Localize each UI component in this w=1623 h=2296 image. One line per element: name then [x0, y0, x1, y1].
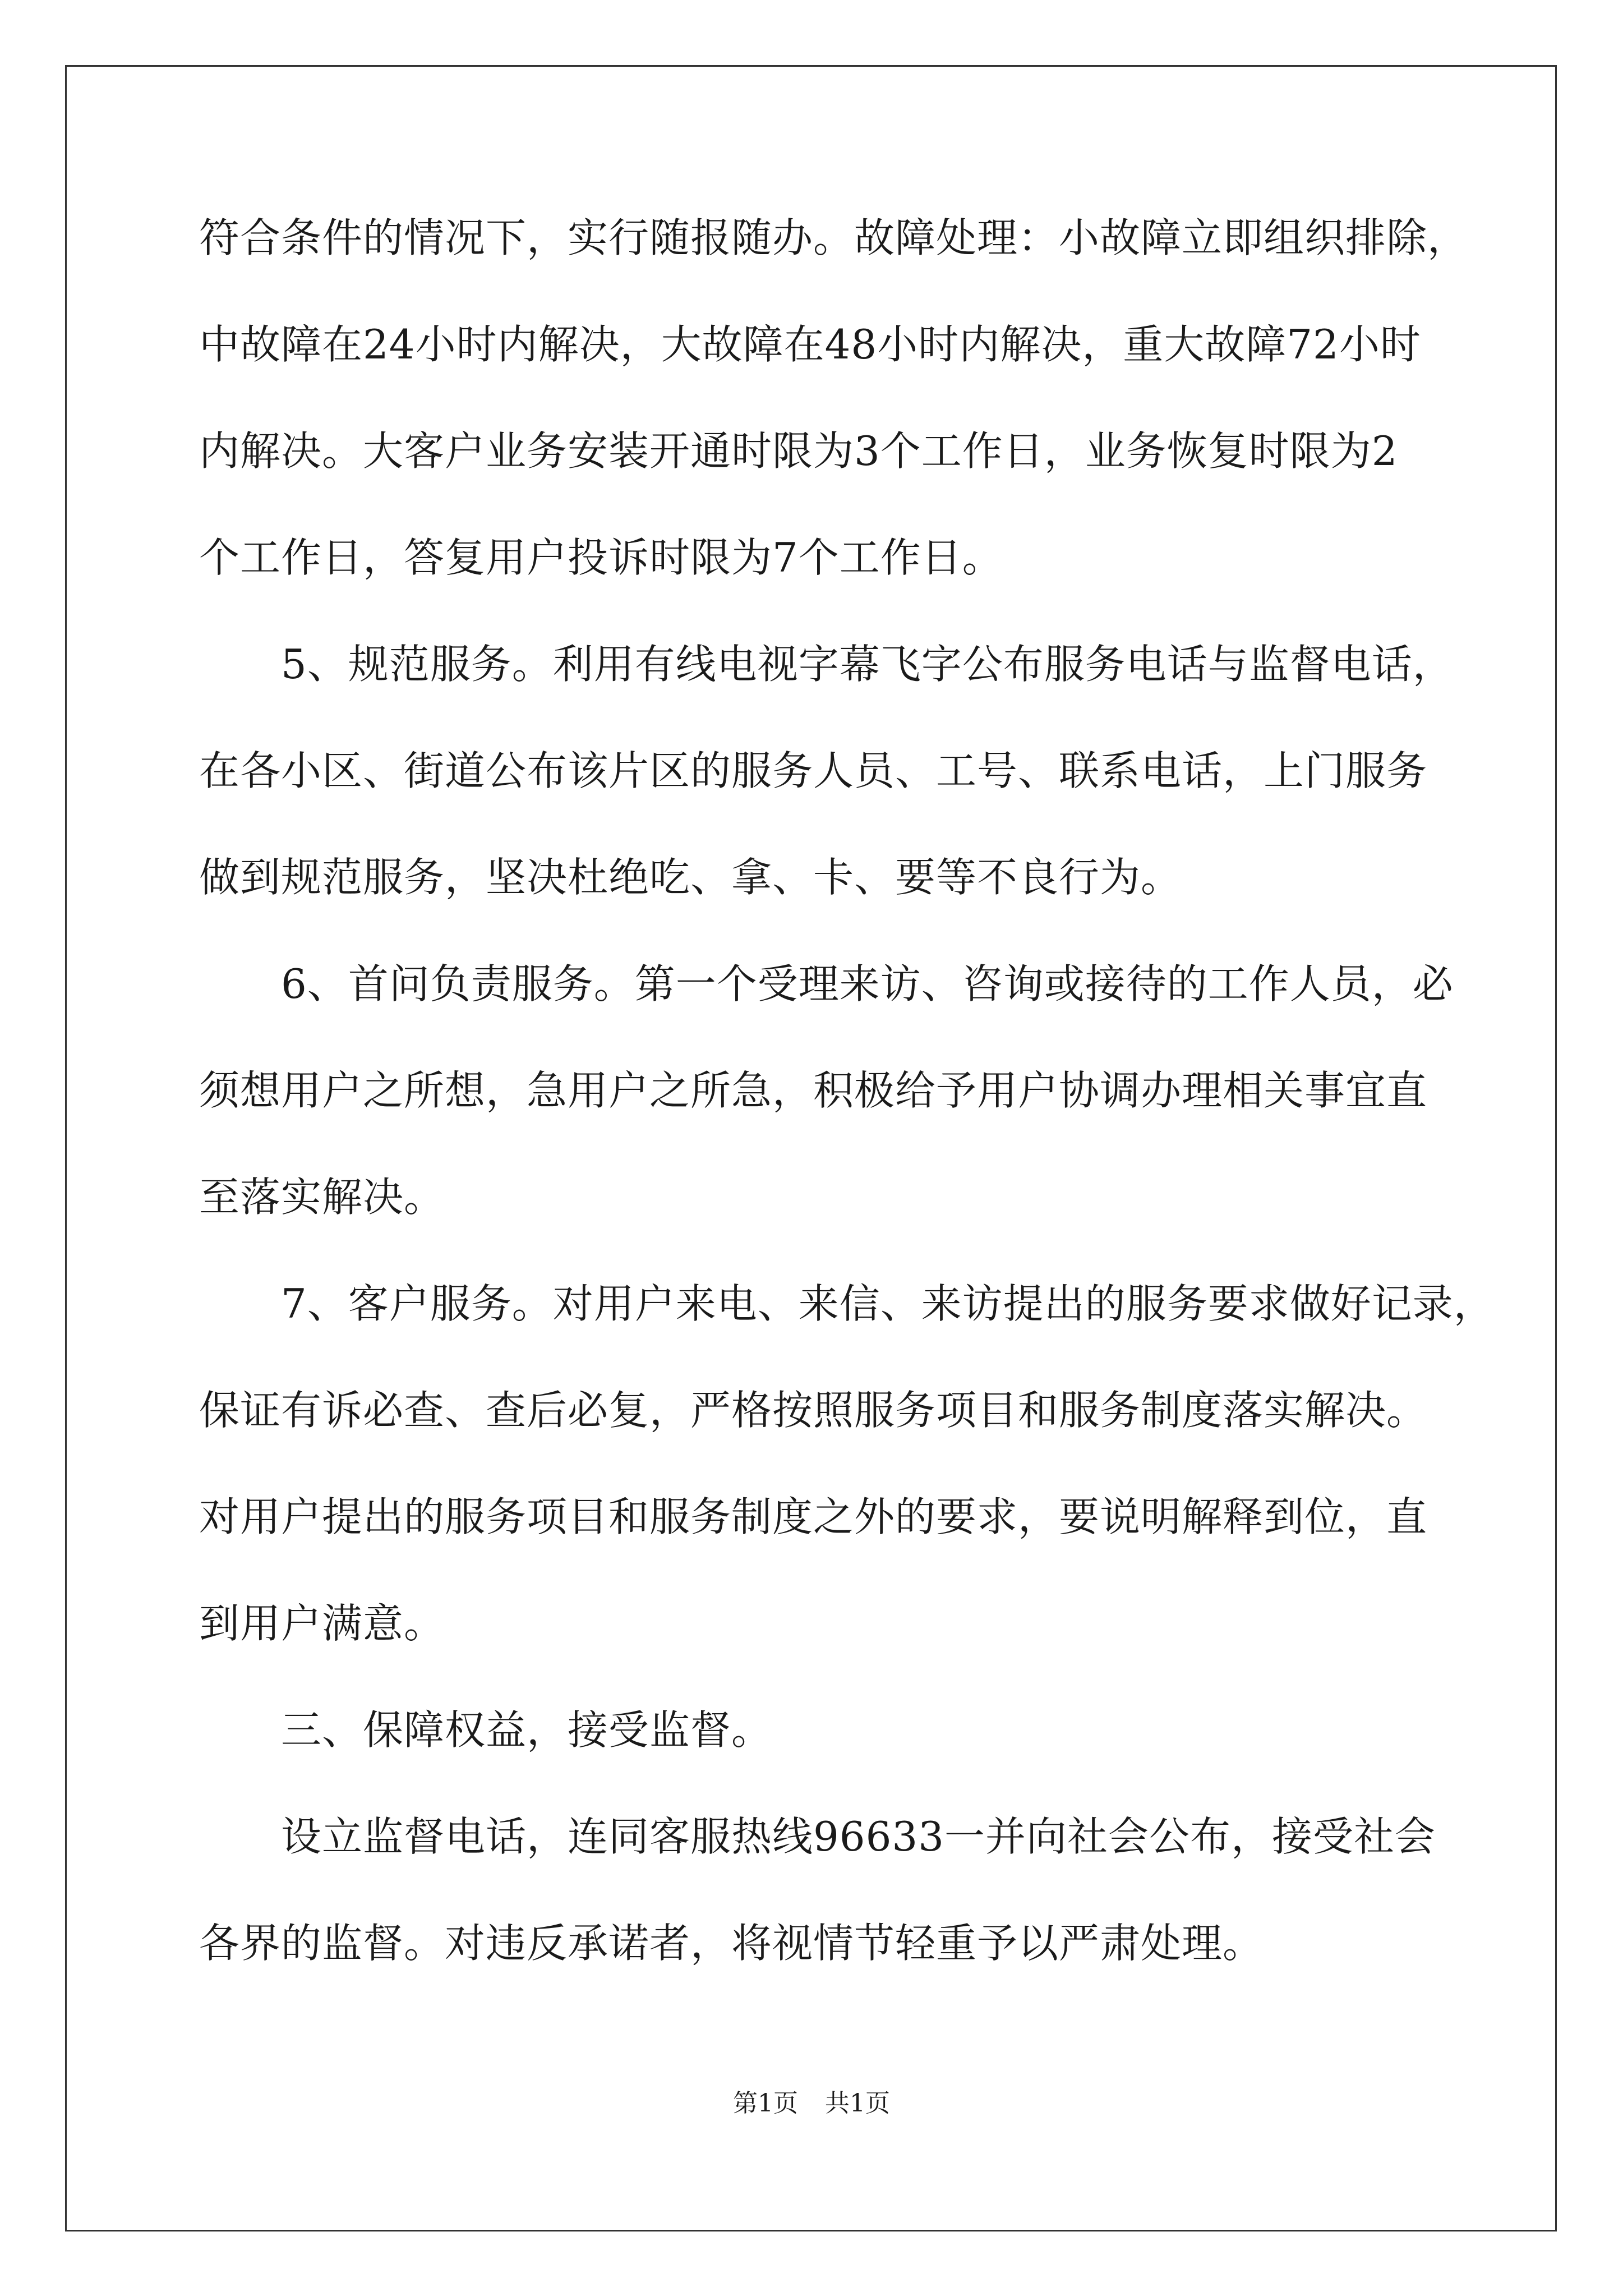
paragraph-line: 设立监督电话，连同客服热线96633一并向社会公布，接受社会 [281, 1813, 1436, 1860]
paragraph-line: 个工作日，答复用户投诉时限为7个工作日。 [199, 534, 1003, 581]
paragraph-line: 7、客户服务。对用户来电、来信、来访提出的服务要求做好记录， [281, 1280, 1495, 1327]
paragraph-line: 保证有诉必查、查后必复，严格按照服务项目和服务制度落实解决。 [199, 1387, 1428, 1434]
paragraph-line: 符合条件的情况下，实行随报随办。故障处理：小故障立即组织排除， [199, 214, 1469, 261]
paragraph-line: 到用户满意。 [199, 1600, 445, 1647]
section-heading: 三、保障权益，接受监督。 [281, 1706, 773, 1754]
paragraph-line: 内解决。大客户业务安装开通时限为3个工作日，业务恢复时限为2 [199, 427, 1398, 475]
paragraph-line: 在各小区、街道公布该片区的服务人员、工号、联系电话，上门服务 [199, 747, 1428, 794]
paragraph-line: 6、首问负责服务。第一个受理来访、咨询或接待的工作人员，必 [281, 960, 1454, 1007]
paragraph-line: 各界的监督。对违反承诺者，将视情节轻重予以严肃处理。 [199, 1920, 1264, 1967]
page-footer [0, 2090, 1623, 2118]
paragraph-line: 至落实解决。 [199, 1174, 445, 1221]
paragraph-line: 须想用户之所想，急用户之所急，积极给予用户协调办理相关事宜直 [199, 1067, 1428, 1114]
page-number: 第1页 [733, 2089, 798, 2118]
paragraph-line: 5、规范服务。利用有线电视字幕飞字公布服务电话与监督电话， [281, 641, 1454, 688]
paragraph-line: 做到规范服务，坚决杜绝吃、拿、卡、要等不良行为。 [199, 854, 1182, 901]
page-total: 共1页 [825, 2089, 890, 2118]
paragraph-line: 对用户提出的服务项目和服务制度之外的要求，要说明解释到位，直 [199, 1493, 1428, 1540]
paragraph-line: 中故障在24小时内解决，大故障在48小时内解决，重大故障72小时 [199, 321, 1421, 368]
document-body [199, 214, 1495, 2030]
